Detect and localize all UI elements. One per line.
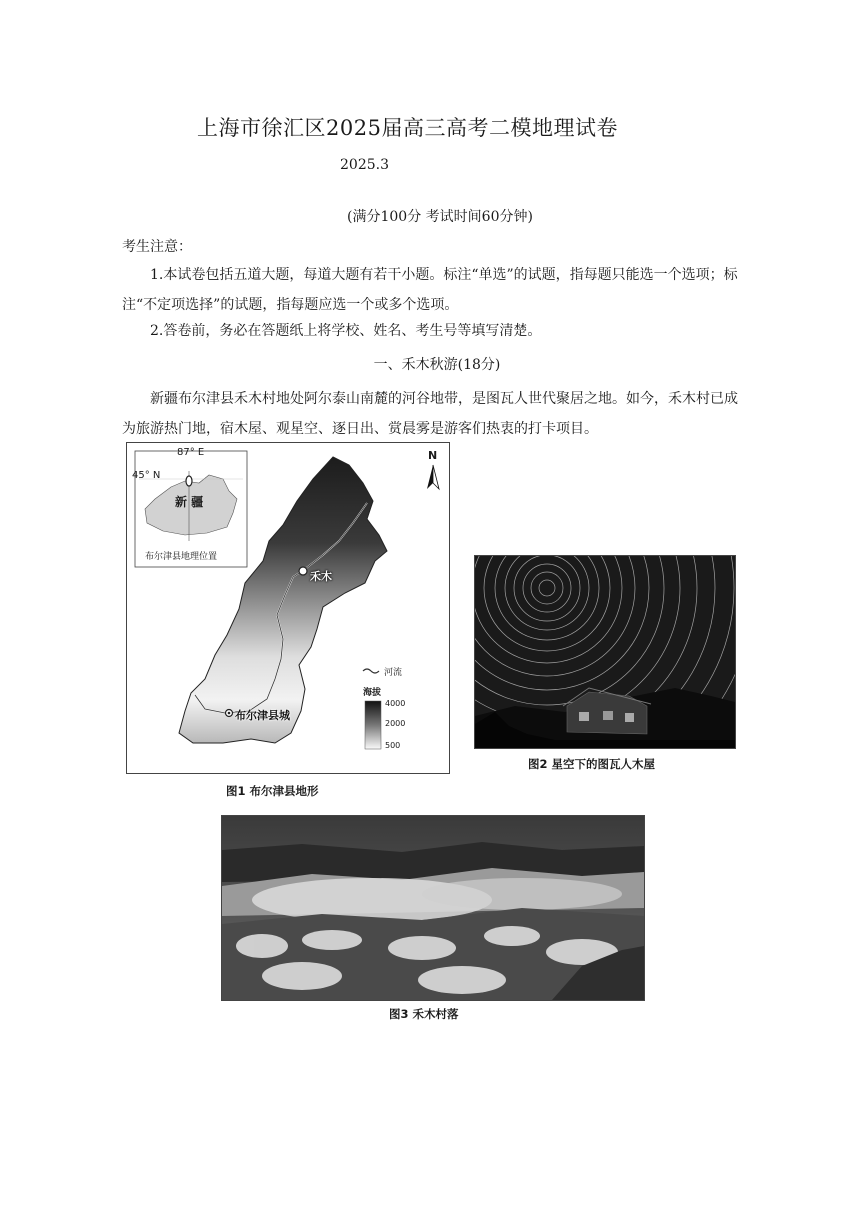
north-label: N — [428, 449, 438, 462]
inset-latitude-label: 45° N — [132, 470, 161, 481]
inset-longitude-label: 87° E — [177, 447, 205, 458]
figure-1-caption: 图1 布尔津县地形 — [226, 784, 319, 798]
section-1-intro: 新疆布尔津县禾木村地处阿尔泰山南麓的河谷地带，是图瓦人世代聚居之地。如今，禾木村已成为旅游热门地，宿木屋、观星空、逐日出、赏晨雾是游客们热衷的打卡项目。 — [122, 391, 738, 437]
place-county-label: 布尔津县城 — [235, 709, 290, 722]
village-graphic — [222, 816, 644, 1000]
legend-river-label: 河流 — [384, 668, 403, 678]
legend-elevation-min: 500 — [385, 741, 401, 750]
notice-item-1: 1.本试卷包括五道大题，每道大题有若干小题。标注“单选”的试题，指每题只能选一个选项；标注“不定项选择”的试题，指每题应选一个或多个选项。 — [122, 267, 738, 313]
paper-date: 2025.3 — [340, 157, 389, 173]
figure-3-caption: 图3 禾木村落 — [389, 1007, 459, 1021]
legend-elevation-max: 4000 — [385, 699, 406, 708]
full-mark-info: (满分100分 考试时间60分钟) — [347, 209, 533, 225]
star-trails-graphic — [475, 556, 735, 748]
figure-1-terrain-map — [126, 442, 450, 774]
place-hemu-label: 禾木 — [310, 570, 332, 583]
section-1-title: 一、禾木秋游(18分) — [373, 357, 501, 373]
notice-heading: 考生注意： — [122, 239, 192, 255]
paper-title: 上海市徐汇区2025届高三高考二模地理试卷 — [197, 116, 618, 140]
notice-item-2: 2.答卷前，务必在答题纸上将学校、姓名、考生号等填写清楚。 — [150, 323, 542, 339]
figure-3-village-photo — [221, 815, 645, 1001]
legend-elevation-title: 海拔 — [363, 688, 382, 698]
figure-2-caption: 图2 星空下的图瓦人木屋 — [528, 757, 656, 771]
figure-2-star-trails-photo — [474, 555, 736, 749]
inset-caption: 布尔津县地理位置 — [145, 552, 218, 562]
inset-region-label: 新 疆 — [175, 495, 204, 509]
legend-elevation-mid: 2000 — [385, 719, 406, 728]
